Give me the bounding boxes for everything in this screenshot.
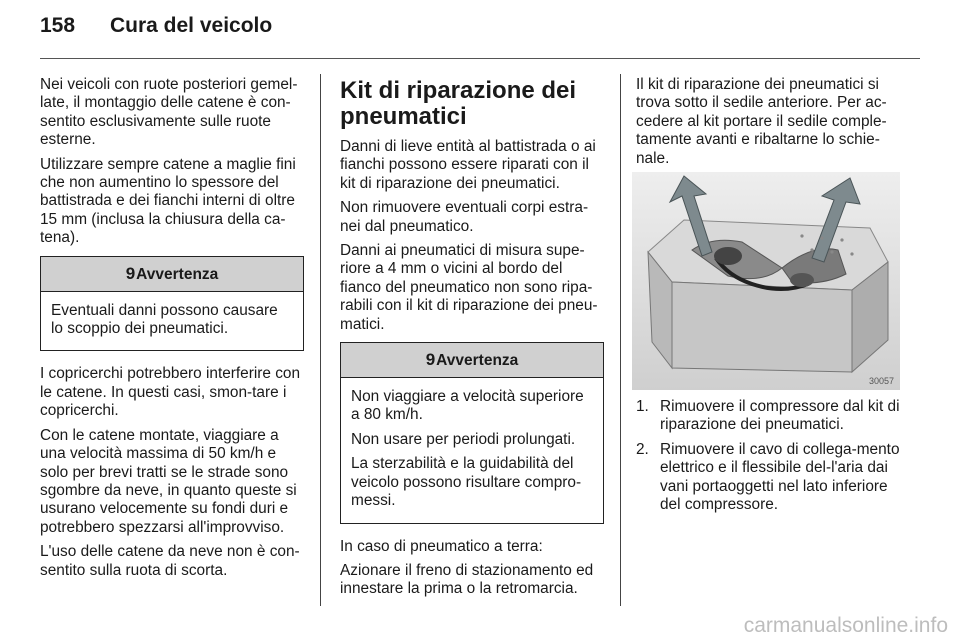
paragraph: Danni di lieve entità al battistrada o ai fianchi possono essere riparati con il kit di riparazione dei pneumatici. — [340, 138, 596, 192]
warning-title: Avvertenza — [436, 352, 519, 370]
paragraph: Nei veicoli con ruote posteriori gemel-late, il montaggio delle catene è con-sentito esclusivamente sulle ruote esterne. — [40, 76, 298, 149]
paragraph: L'uso delle catene da neve non è con-sentito sulla ruota di scorta. — [40, 543, 300, 579]
column-divider — [320, 74, 321, 606]
paragraph: Il kit di riparazione dei pneumatici si trova sotto il sedile anteriore. Per ac-cedere al kit portare il sedile comple-tamente avanti e ribaltarne lo schie-nale. — [636, 76, 887, 167]
paragraph: Azionare il freno di stazionamento ed innestare la prima o la retromarcia. — [340, 561, 594, 598]
step-text: Rimuovere il cavo di collega-mento elettrico e il flessibile del-l'aria dai vani portaoggetti nel lato inferiore del compressore. — [660, 440, 900, 514]
warning-symbol-icon: 9 — [125, 263, 136, 283]
step-number: 2. — [636, 440, 649, 458]
page-title: Cura del veicolo — [110, 14, 273, 37]
column-1 — [40, 76, 304, 586]
figure-id: 30057 — [868, 376, 894, 386]
paragraph: Utilizzare sempre catene a maglie fini che non aumentino lo spessore del battistrada e dei fianchi interni di oltre 15 mm (inclusa la chiusura della ca-tena). — [40, 155, 296, 247]
warning-title: Avvertenza — [136, 265, 219, 283]
watermark: carmanualsonline.info — [743, 614, 948, 637]
paragraph: I copricerchi potrebbero interferire con le catene. In questi casi, smon-tare i copricerchi. — [40, 365, 301, 420]
repair-kit-illustration — [632, 172, 900, 390]
steps-column — [636, 398, 906, 520]
column-3 — [636, 76, 906, 174]
warning-symbol-icon: 9 — [425, 350, 436, 370]
step-text: Rimuovere il compressore dal kit di riparazione dei pneumatici. — [660, 398, 900, 434]
column-2 — [340, 76, 604, 605]
list-item — [636, 398, 906, 435]
repair-kit-drawing — [632, 172, 900, 390]
column-divider — [620, 74, 621, 606]
header-rule — [40, 58, 920, 59]
paragraph: In caso di pneumatico a terra: — [340, 537, 543, 555]
warning-header — [341, 343, 603, 378]
warning-text: Non viaggiare a velocità superiore a 80 km/h. — [351, 388, 584, 424]
warning-text: La sterzabilità e la guidabilità del veicolo possono risultare compro-messi. — [351, 455, 582, 510]
step-number: 1. — [636, 398, 649, 415]
paragraph: Danni ai pneumatici di misura supe-riore a 4 mm o vicini al bordo del fianco del pneumatico non sono ripa-rabili con il kit di riparazione dei pneu-matici. — [340, 242, 598, 333]
warning-box — [40, 256, 304, 352]
section-heading: Kit di riparazione dei pneumatici — [340, 77, 577, 130]
page-header — [40, 14, 272, 38]
steps-list — [636, 398, 906, 514]
paragraph: Con le catene montate, viaggiare a una velocità massima di 50 km/h e solo per brevi tratti se le strade sono sgombre da neve, in quanto queste si usurano velocemente su fondi duri e potrebbero spezzarsi all'improvviso. — [40, 426, 297, 536]
warning-text: Eventuali danni possono causare lo scoppio dei pneumatici. — [51, 301, 278, 338]
page-number: 158 — [40, 14, 76, 37]
list-item — [636, 441, 906, 515]
paragraph: Non rimuovere eventuali corpi estra-nei dal pneumatico. — [340, 199, 589, 235]
warning-text: Non usare per periodi prolungati. — [351, 430, 576, 448]
warning-box — [340, 342, 604, 523]
warning-header — [41, 257, 303, 292]
